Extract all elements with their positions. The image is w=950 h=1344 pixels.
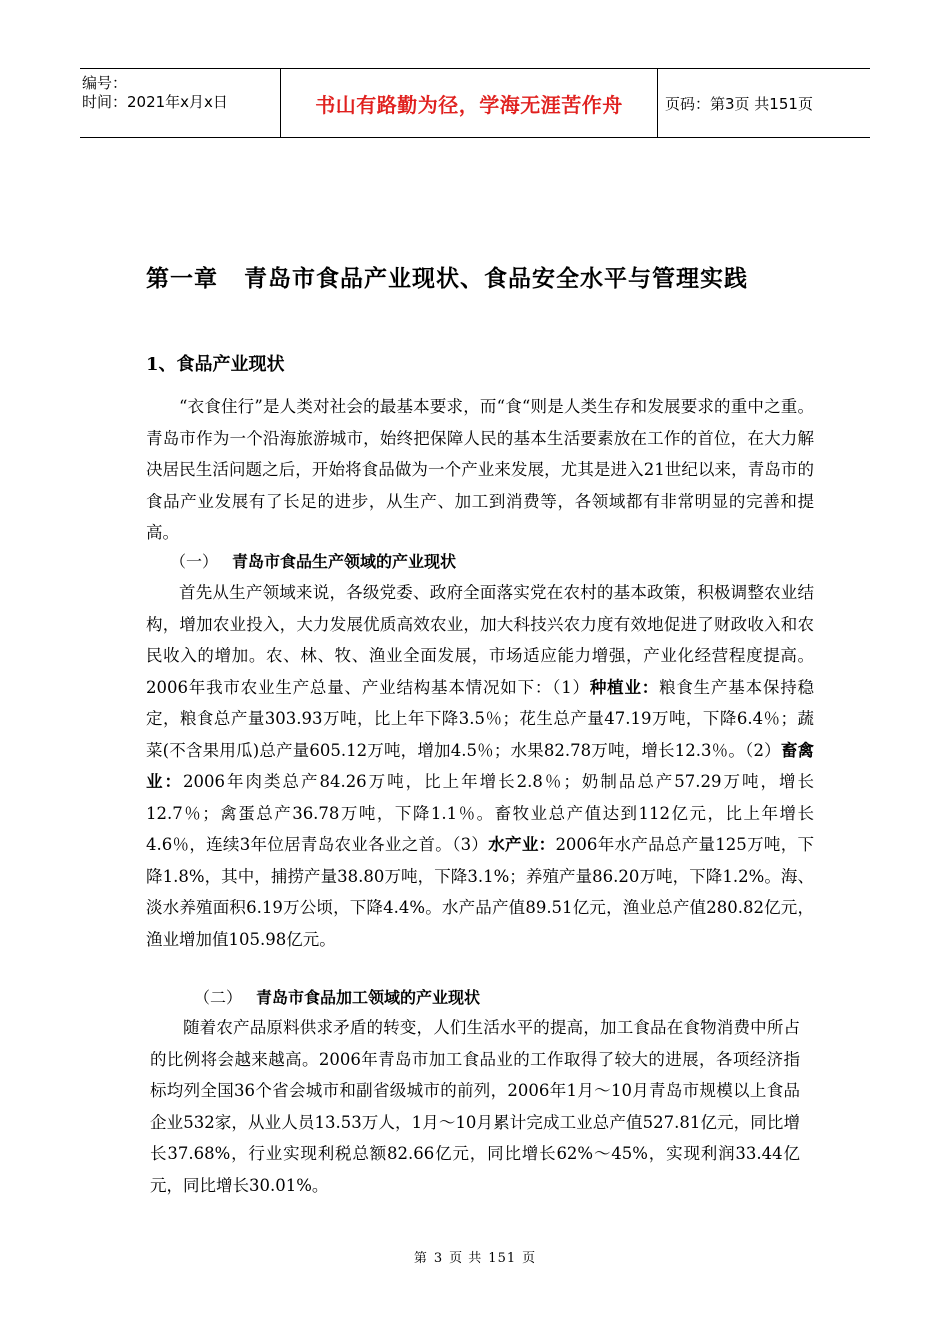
paragraph-intro: “衣食住行”是人类对社会的最基本要求，而“食“则是人类生存和发展要求的重中之重。青岛市作为一个沿海旅游城市，始终把保障人民的基本生活要素放在工作的首位，在大力解决居民生活问题之后，开始将食品做为一个产业来发展，尤其是进入21世纪以来，青岛市的食品产业发展有了长足的进步，从生产、加工到消费等，各领域都有非常明显的完善和提高。 <box>146 397 814 542</box>
keyword-aquatic: 水产业： <box>488 835 556 854</box>
subsection-heading-production <box>170 549 456 572</box>
footer-middle: 页 共 <box>449 1251 483 1266</box>
paragraph-production-intro: 首先从生产领域来说，各级党委、政府全面落实党在农村的基本政策，积极调整农业结构，增加农业投入，大力发展优质高效农业，加大科技兴农力度有效地促进了财政收入和农民收入的增加。农、林、牧、渔业全面发展，市场适应能力增强，产业化经营程度提高。2006年我市农业生产总量、产业结构基本情况如下：（1） <box>146 583 814 697</box>
header-date-label: 时间：2021年x月x日 <box>82 93 228 111</box>
footer-page-number: 3 <box>433 1251 444 1266</box>
subsection-heading-processing <box>194 985 480 1008</box>
header-motto: 书山有路勤为径，学海无涯苦作舟 <box>280 69 658 137</box>
footer-total-pages: 151 <box>488 1251 517 1266</box>
keyword-livestock: 畜禽业： <box>146 740 814 791</box>
chapter-title: 青岛市食品产业现状、食品安全水平与管理实践 <box>244 265 748 292</box>
header-meta-cell <box>80 69 280 137</box>
footer-suffix: 页 <box>522 1251 537 1266</box>
document-header <box>80 68 870 138</box>
section-heading: 1、食品产业现状 <box>146 354 285 375</box>
subsection-title: 青岛市食品加工领域的产业现状 <box>256 988 481 1007</box>
subsection-number: （二） <box>194 988 243 1007</box>
footer-prefix: 第 <box>413 1251 428 1266</box>
paragraph-production-planting: 粮食生产基本保持稳定，粮食总产量303.93万吨，比上年下降3.5％；花生总产量47.19万吨，下降6.4％；蔬菜(不含果用瓜)总产量605.12万吨，增加4.5％；水果82.78万吨，增长12.3％。（2） <box>146 677 814 760</box>
page-footer <box>0 1247 950 1266</box>
paragraph-production <box>146 577 814 955</box>
paragraph-production-livestock: 2006年肉类总产84.26万吨，比上年增长2.8％；奶制品总产57.29万吨，增长12.7％；禽蛋总产36.78万吨，下降1.1％。畜牧业总产值达到112亿元，比上年增长4.6％，连续3年位居青岛农业各业之首。（3） <box>146 772 814 854</box>
keyword-planting: 种植业： <box>589 677 660 697</box>
header-page-info: 页码：第3页 共151页 <box>665 94 813 113</box>
chapter-heading <box>146 260 748 293</box>
subsection-title: 青岛市食品生产领域的产业现状 <box>232 552 457 571</box>
header-number-label: 编号： <box>82 74 128 92</box>
paragraph-production-aquatic: 2006年水产品总产量125万吨，下降1.8%，其中，捕捞产量38.80万吨，下降3.1%；养殖产量86.20万吨，下降1.2%。海、淡水养殖面积6.19万公顷，下降4.4%。水产品产值89.51亿元，渔业总产值280.82亿元，渔业增加值105.98亿元。 <box>146 835 814 949</box>
paragraph-processing: 随着农产品原料供求矛盾的转变，人们生活水平的提高，加工食品在食物消费中所占的比例将会越来越高。2006年青岛市加工食品业的工作取得了较大的进展，各项经济指标均列全国36个省会城市和副省级城市的前列，2006年1月～10月青岛市规模以上食品企业532家，从业人员13.53万人，1月～10月累计完成工业总产值527.81亿元，同比增长37.68%，行业实现利税总额82.66亿元，同比增长62%～45%，实现利润33.44亿元，同比增长30.01%。 <box>150 1018 800 1195</box>
subsection-number: （一） <box>170 552 219 571</box>
chapter-number: 第一章 <box>146 265 218 292</box>
